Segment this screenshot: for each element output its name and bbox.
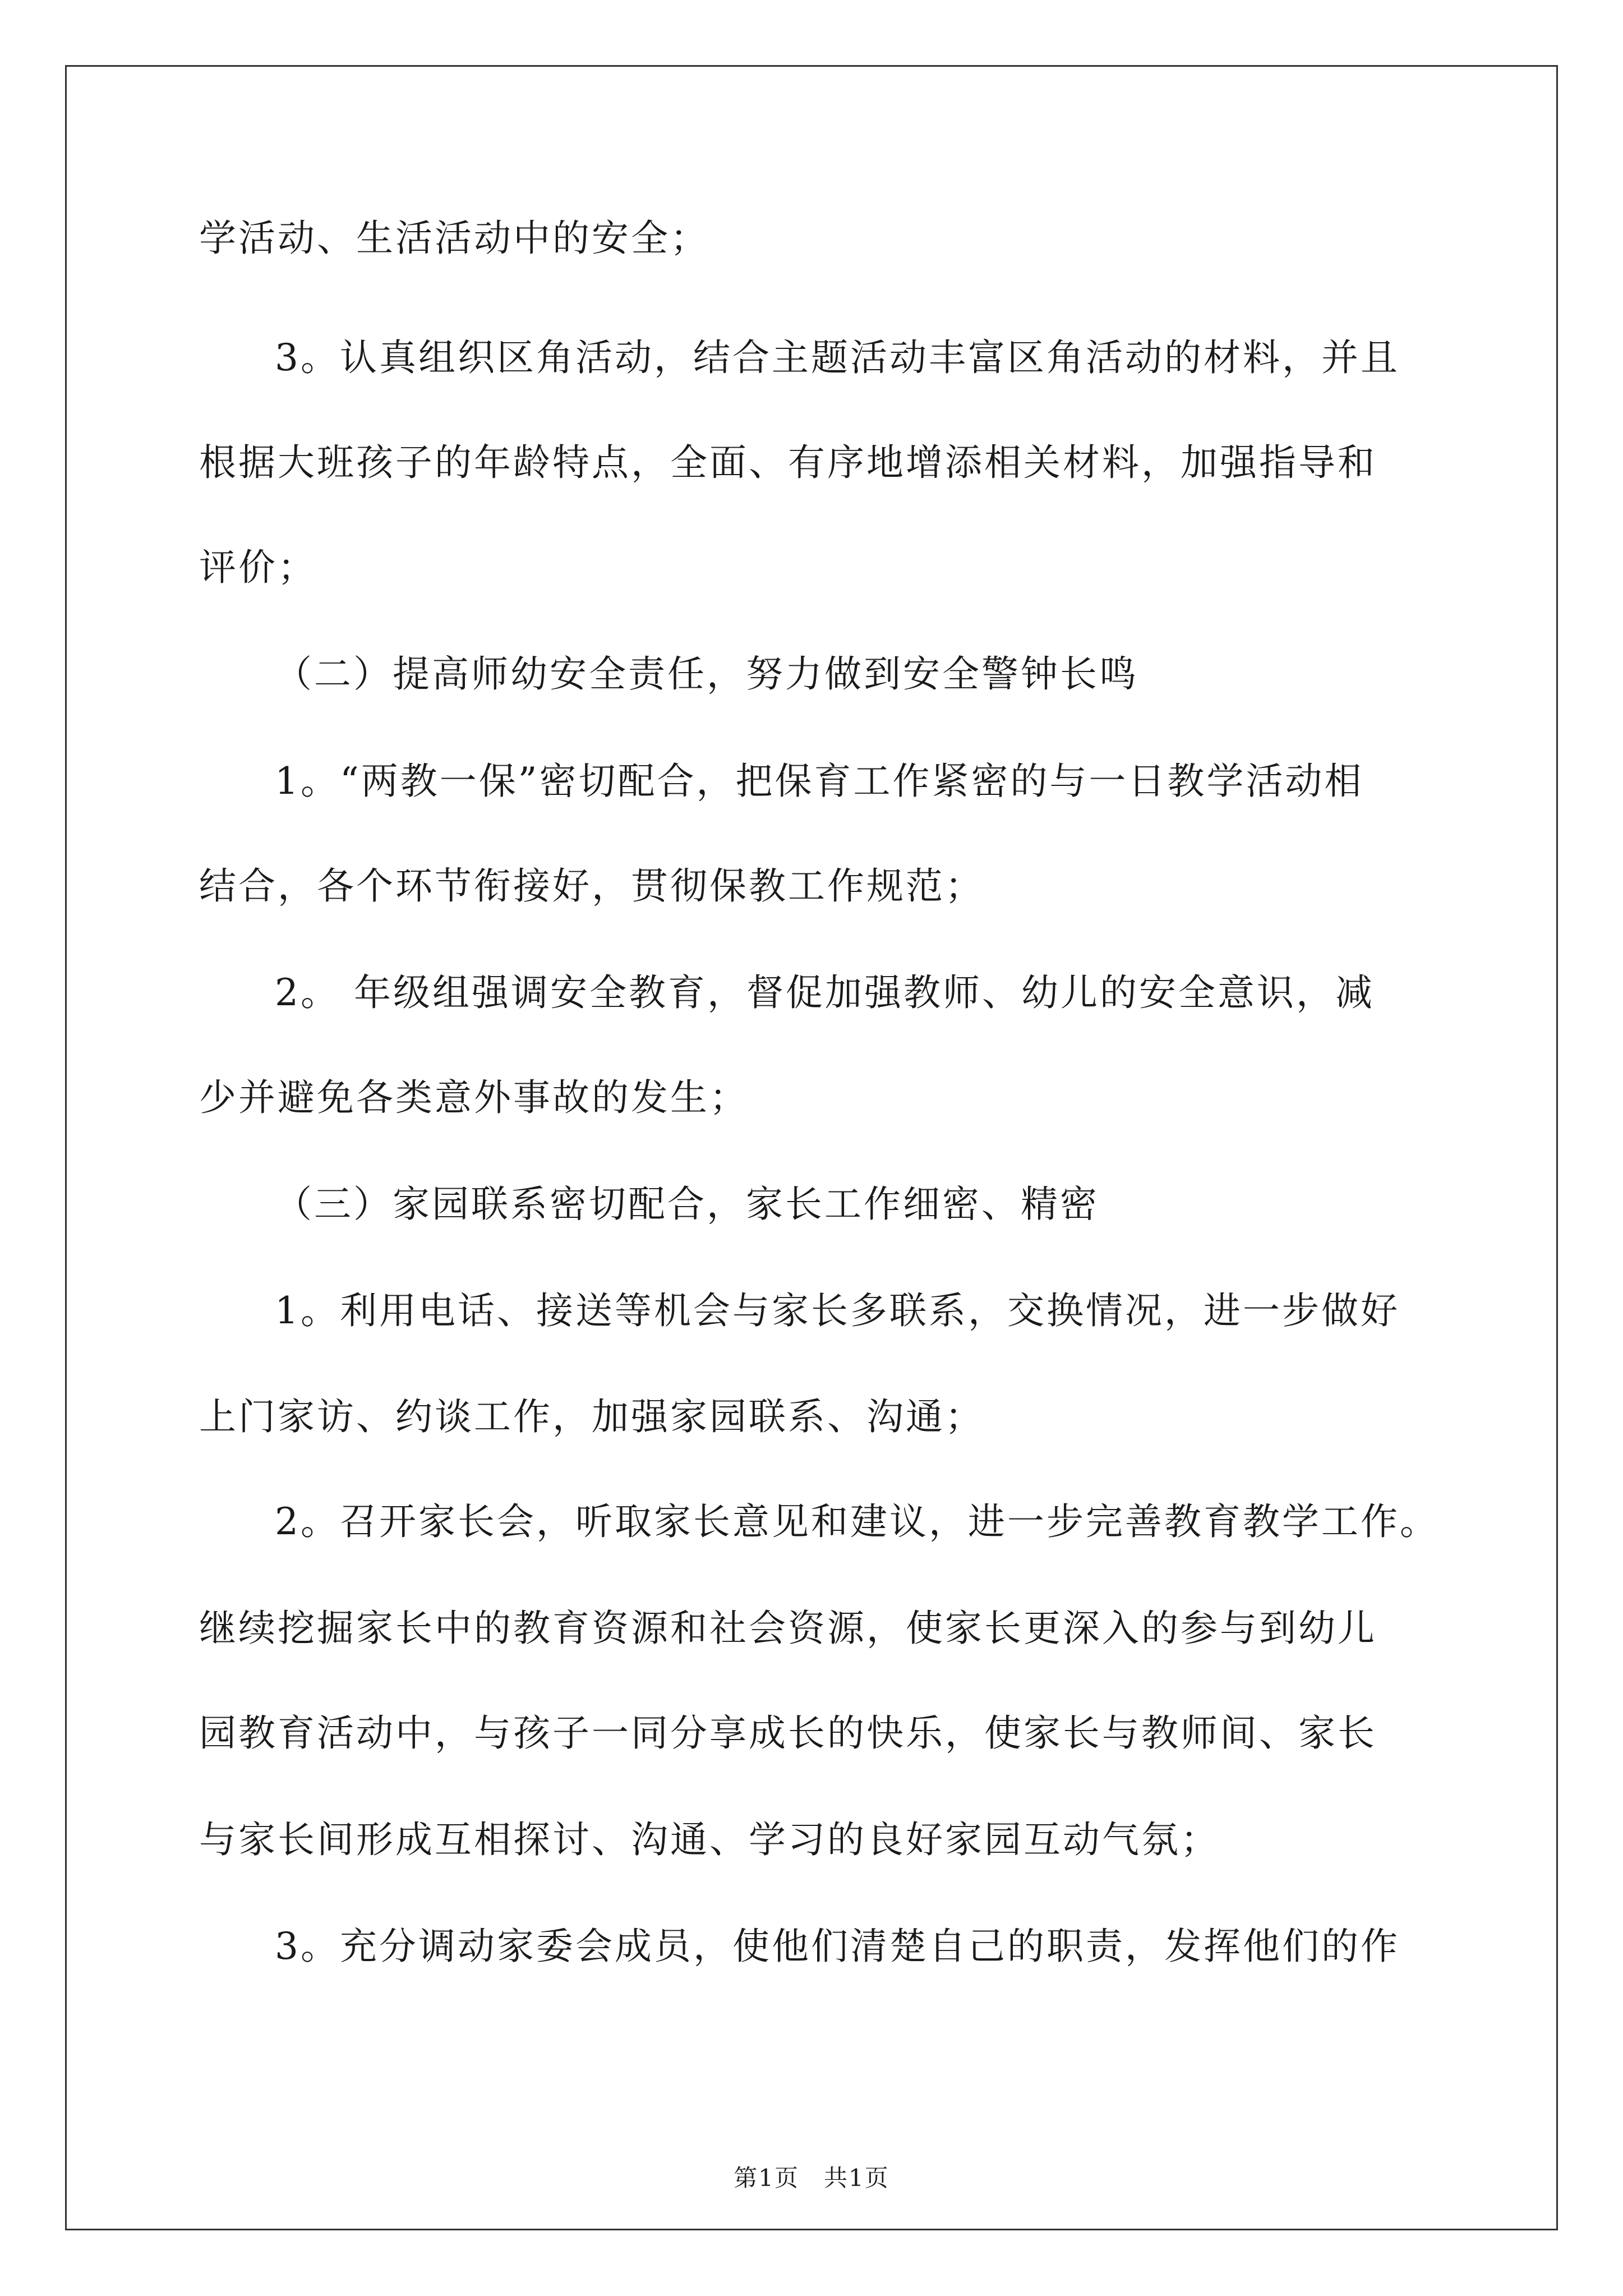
text-line: 结合，各个环节衔接好，贯彻保教工作规范；	[199, 864, 984, 908]
text-line: 继续挖掘家长中的教育资源和社会资源，使家长更深入的参与到幼儿	[199, 1607, 1377, 1650]
page-footer: 第1页 共1页	[734, 2164, 889, 2192]
section-heading: （三）家园联系密切配合，家长工作细密、精密	[275, 1182, 1099, 1226]
text-line: 3。认真组织区角活动，结合主题活动丰富区角活动的材料，并且	[275, 336, 1400, 379]
text-line: 2。 年级组强调安全教育，督促加强教师、幼儿的安全意识，减	[275, 971, 1375, 1014]
text-line: 与家长间形成互相探讨、沟通、学习的良好家园互动气氛；	[199, 1818, 1220, 1861]
text-line: 3。充分调动家委会成员，使他们清楚自己的职责，发挥他们的作	[275, 1925, 1400, 1968]
text-line: 园教育活动中，与孩子一同分享成长的快乐，使家长与教师间、家长	[199, 1711, 1377, 1755]
text-line: 少并避免各类意外事故的发生；	[199, 1076, 749, 1119]
text-line: 2。召开家长会，听取家长意见和建议，进一步完善教育教学工作。	[275, 1500, 1439, 1543]
text-line: 上门家访、约谈工作，加强家园联系、沟通；	[199, 1395, 984, 1438]
text-line: 学活动、生活活动中的安全；	[199, 217, 709, 260]
text-line: 1。利用电话、接送等机会与家长多联系，交换情况，进一步做好	[275, 1289, 1400, 1332]
text-line: 评价；	[199, 546, 317, 589]
text-line: 1。“两教一保”密切配合，把保育工作紧密的与一日教学活动相	[275, 760, 1364, 803]
text-line: 根据大班孩子的年龄特点，全面、有序地增添相关材料，加强指导和	[199, 441, 1377, 484]
section-heading: （二）提高师幼安全责任，努力做到安全警钟长鸣	[275, 652, 1138, 696]
page-border	[65, 65, 1558, 2230]
